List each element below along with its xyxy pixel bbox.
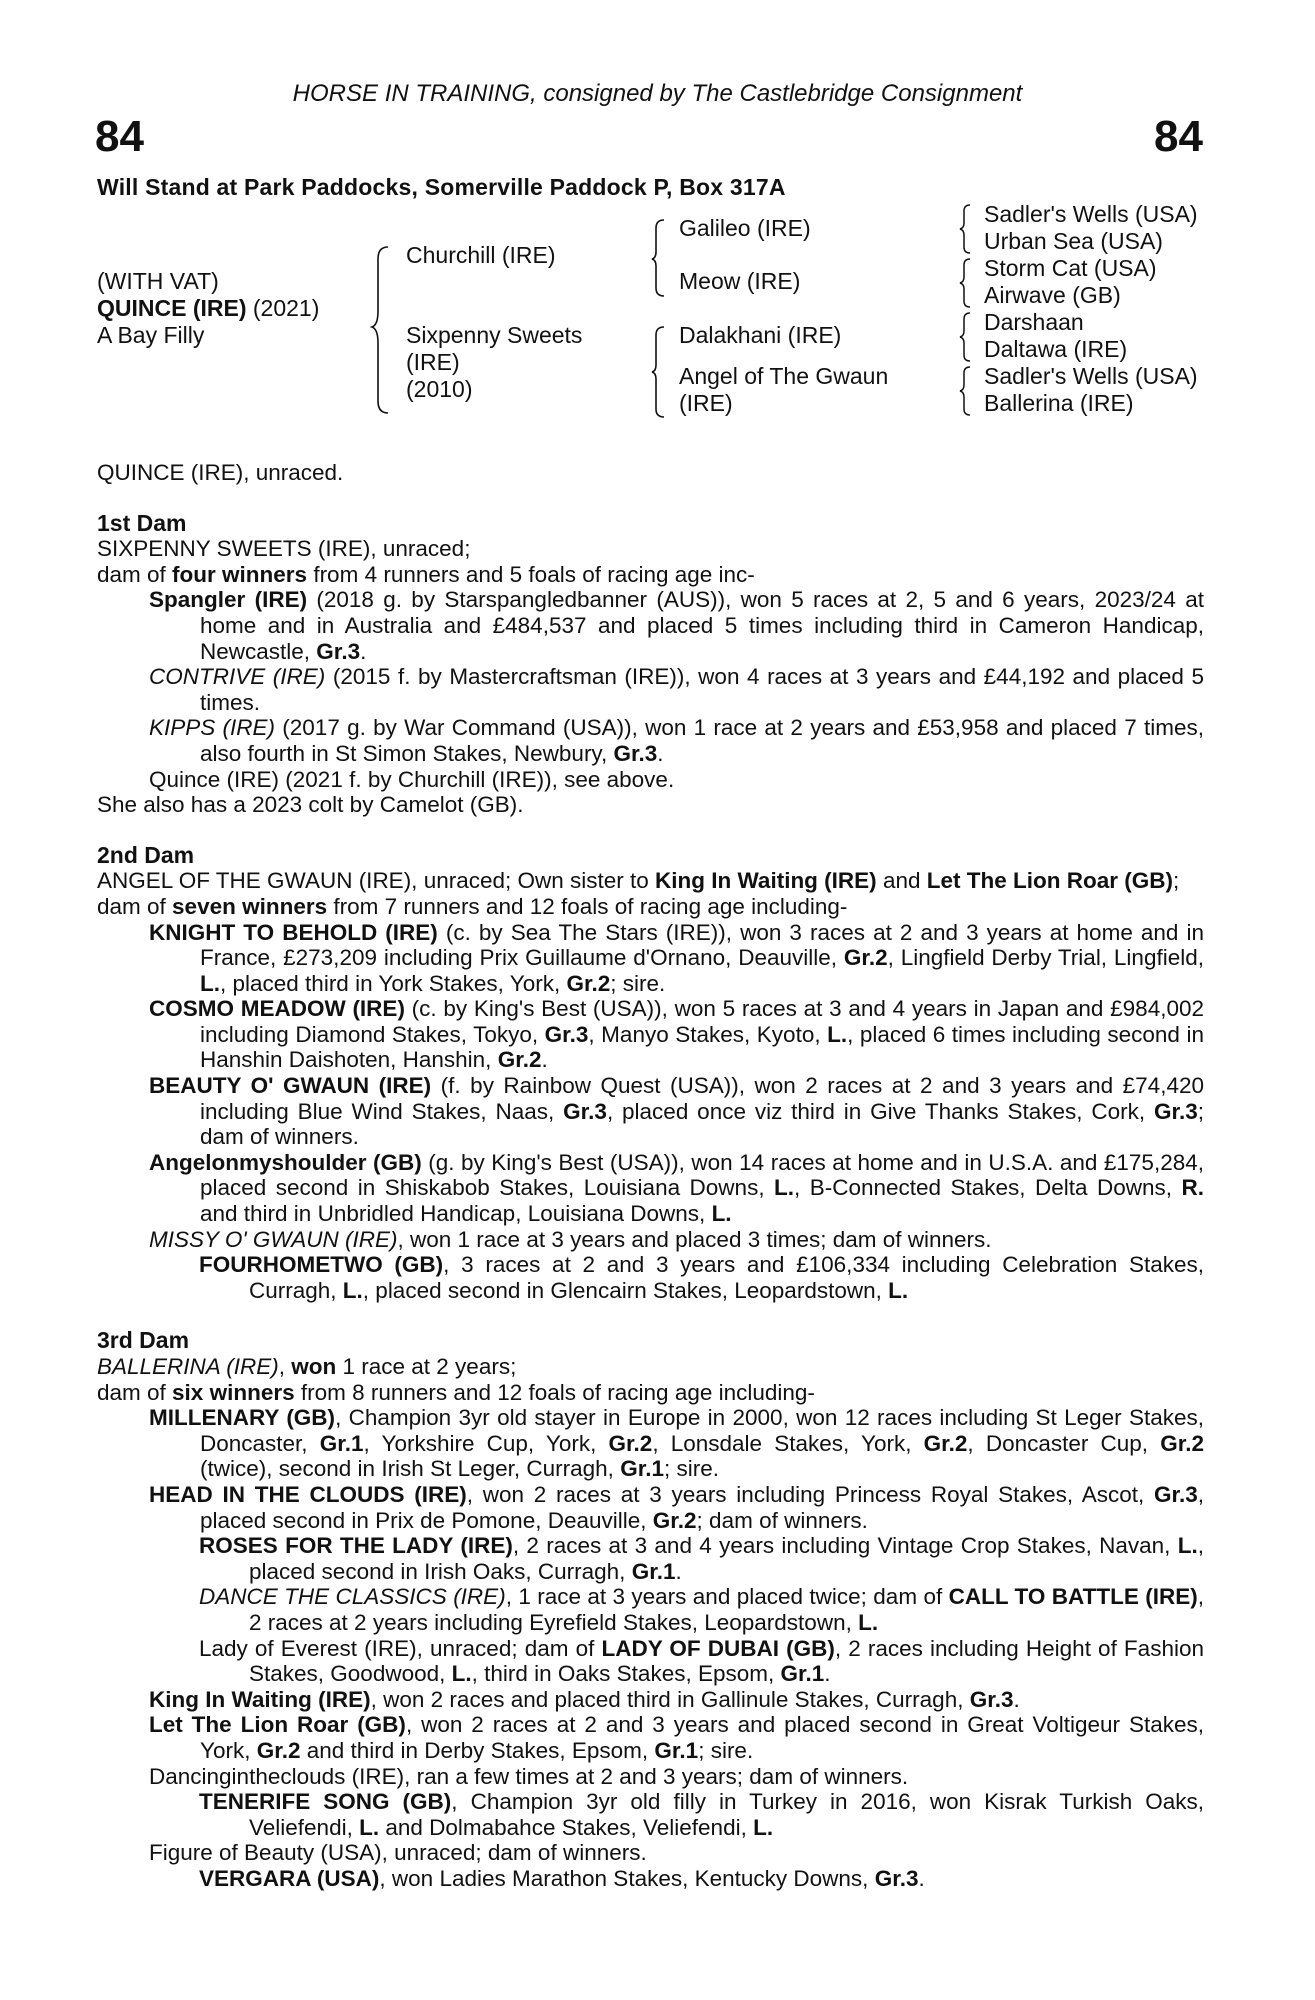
dam3-line2	[97, 1380, 1204, 1406]
grade: Gr.1	[654, 1737, 699, 1763]
dam-line1: Sixpenny Sweets	[406, 322, 583, 348]
ggs-1: Sadler's Wells (USA)	[984, 201, 1198, 227]
progeny-missy-o-gwaun	[97, 1227, 1204, 1253]
section-2nd-dam: 2nd Dam	[97, 841, 195, 868]
progeny-quince: Quince (IRE) (2021 f. by Churchill (IRE)), see above.	[149, 766, 675, 792]
grade: Gr.2	[652, 1507, 697, 1533]
brace-sire-parents	[650, 218, 674, 298]
grade: Gr.1	[780, 1661, 825, 1687]
text: (2015 f. by Mastercraftsman (IRE)), won 4 races at 3 years and £44,192 and placed 5 times.	[200, 664, 1204, 715]
ggs-4: Sadler's Wells (USA)	[984, 363, 1198, 389]
text: , Yorkshire Cup, York,	[363, 1430, 609, 1456]
grade: L.	[774, 1175, 795, 1201]
text: , won 2 races at 3 years including Princess Royal Stakes, Ascot,	[466, 1481, 1154, 1507]
grade: R.	[1181, 1175, 1204, 1201]
grade: L.	[451, 1661, 472, 1687]
progeny-king-in-waiting: King In Waiting (IRE), won 2 races and placed third in Gallinule Stakes, Curragh, Gr.3.	[149, 1686, 1020, 1712]
text: from 4 runners and 5 foals of racing age inc-	[307, 561, 755, 587]
text: , Lingfield Derby Trial, Lingfield,	[887, 945, 1204, 971]
text: , placed second in Glencairn Stakes, Leopardstown,	[362, 1277, 889, 1303]
grade: Gr.3	[316, 638, 361, 664]
text: (2018 g. by Starspangledbanner (AUS)), won 5 races at 2, 5 and 6 years, 2023/24 at home and in Australia and £484,537 and placed 5 times including third in Cameron Handicap, Newcastle,	[200, 587, 1204, 664]
progeny-dance-the-classics	[97, 1584, 1204, 1635]
text: , placed third in York Stakes, York,	[220, 970, 567, 996]
horse-name: DANCE THE CLASSICS (IRE)	[199, 1584, 506, 1610]
grade: L.	[359, 1814, 380, 1840]
horse-name: CALL TO BATTLE (IRE)	[948, 1584, 1198, 1610]
progeny-figure-of-beauty: Figure of Beauty (USA), unraced; dam of winners.	[149, 1840, 647, 1866]
grade: L.	[888, 1277, 909, 1303]
progeny-let-the-lion-roar	[97, 1712, 1204, 1763]
horse-name: QUINCE (IRE)	[97, 295, 247, 321]
horse-name: ROSES FOR THE LADY (IRE)	[199, 1533, 513, 1559]
grade: Gr.3	[874, 1865, 919, 1891]
text: (twice), second in Irish St Leger, Curragh,	[200, 1456, 621, 1482]
text: , placed 6 times including second in Hanshin Daishoten, Hanshin,	[200, 1021, 1204, 1073]
text: , Doncaster Cup,	[967, 1430, 1161, 1456]
progeny-tenerife-song	[97, 1789, 1204, 1840]
grade: Gr.1	[319, 1430, 364, 1456]
grade: Gr.3	[563, 1098, 607, 1124]
text: , 2 races including Height of Fashion Stakes, Goodwood,	[249, 1635, 1204, 1687]
progeny-spangler: Spangler (IRE) (2018 g. by Starspangledbanner (AUS)), won 5 races at 2, 5 and 6 years, 2023/24 at home and in Australia and £484,537 and placed 5 times including third in Cameron Handicap, Newcastle, Gr.3.	[149, 587, 1204, 664]
grade: Gr.1	[631, 1558, 676, 1584]
text: and	[876, 868, 927, 894]
text: (g. by King's Best (USA)), won 14 races at home and in U.S.A. and £175,284, placed second in Shiskabob Stakes, Louisiana Downs,	[200, 1149, 1204, 1201]
text: ANGEL OF THE GWAUN (IRE), unraced; Own sister to	[97, 868, 656, 894]
grade: Gr.2	[566, 970, 611, 996]
dam2-line2	[97, 894, 1204, 920]
brace-generation-1	[370, 245, 394, 415]
progeny-lady-of-everest: Lady of Everest (IRE), unraced; dam of LADY OF DUBAI (GB), 2 races including Height of Fashion Stakes, Goodwood, L., third in Oaks Stakes, Epsom, Gr.1.	[199, 1635, 1204, 1687]
horse-name-line	[97, 295, 319, 322]
text: , 2 races at 3 and 4 years including Vintage Crop Stakes, Navan,	[512, 1533, 1178, 1559]
text: , won 2 races and placed third in Gallinule Stakes, Curragh,	[370, 1686, 970, 1712]
text: 1 race at 2 years;	[336, 1354, 517, 1379]
text: , 1 race at 3 years and placed twice; dam of	[505, 1584, 949, 1610]
grade: Gr.3	[1153, 1098, 1198, 1124]
grade: Gr.2	[497, 1047, 542, 1073]
section-3rd-dam: 3rd Dam	[97, 1327, 190, 1354]
grade: L.	[342, 1277, 363, 1303]
progeny-vergara: VERGARA (USA), won Ladies Marathon Stakes, Kentucky Downs, Gr.3.	[199, 1865, 925, 1891]
grade: Gr.3	[544, 1021, 589, 1047]
text: , B-Connected Stakes, Delta Downs,	[794, 1175, 1182, 1201]
grade: L.	[827, 1021, 848, 1047]
sire-sire: Galileo (IRE)	[679, 215, 811, 241]
horse-name: FOURHOMETWO (GB)	[199, 1252, 444, 1278]
brace-g3-3	[958, 311, 982, 363]
text: dam of	[97, 561, 173, 587]
dam-sire: Dalakhani (IRE)	[679, 322, 842, 348]
dam1-also: She also has a 2023 colt by Camelot (GB).	[97, 792, 524, 818]
grade: L.	[753, 1814, 774, 1840]
brace-dam-parents	[650, 325, 674, 419]
grade: Gr.1	[620, 1456, 664, 1482]
brace-g3-4	[958, 365, 982, 417]
dam3-line1	[97, 1354, 1204, 1380]
sire-dam: Meow (IRE)	[679, 268, 801, 294]
text: (c. by Sea The Stars (IRE)), won 3 races at 2 and 3 years at home and in France, £273,209 including Prix Guillaume d'Ornano, Deauville,	[200, 919, 1204, 971]
winners-count: four winners	[172, 561, 308, 587]
grade: Gr.2	[256, 1737, 301, 1763]
ggd-2: Airwave (GB)	[984, 282, 1121, 308]
won-label: won	[291, 1354, 337, 1379]
text: dam of	[97, 1379, 173, 1405]
text: ; dam of winners.	[200, 1098, 1204, 1150]
brace-g3-2	[958, 257, 982, 309]
grade: Gr.3	[1153, 1481, 1198, 1507]
text: , 3 races at 2 and 3 years and £106,334 including Celebration Stakes, Curragh,	[249, 1252, 1204, 1303]
horse-name: King In Waiting (IRE)	[655, 868, 877, 894]
horse-name: Let The Lion Roar (GB)	[926, 868, 1173, 894]
horse-name: BEAUTY O' GWAUN (IRE)	[149, 1073, 432, 1099]
foaling-year: (2021)	[252, 295, 320, 321]
text: , placed once viz third in Give Thanks Stakes, Cork,	[606, 1098, 1154, 1124]
grade: L.	[200, 970, 220, 996]
text: (f. by Rainbow Quest (USA)), won 2 races at 2 and 3 years and £74,420 including Blue Wind Stakes, Naas,	[200, 1073, 1204, 1124]
horse-name: Spangler (IRE)	[149, 587, 308, 613]
text: (2017 g. by War Command (USA)), won 1 race at 2 years and £53,958 and placed 7 times, also fourth in St Simon Stakes, Newbury,	[200, 715, 1204, 766]
horse-name: Angelonmyshoulder (GB)	[149, 1149, 422, 1175]
progeny-contrive	[97, 664, 1204, 715]
text: (c. by King's Best (USA)), won 5 races at 3 and 4 years in Japan and £984,002 including Diamond Stakes, Tokyo,	[200, 996, 1205, 1047]
winners-count: seven winners	[172, 893, 328, 919]
text: , third in Oaks Stakes, Epsom,	[471, 1661, 781, 1687]
text: from 7 runners and 12 foals of racing age including-	[327, 893, 848, 919]
horse-name: COSMO MEADOW (IRE)	[149, 996, 405, 1022]
dam-line3: (2010)	[406, 376, 473, 402]
horse-name: VERGARA (USA)	[199, 1865, 380, 1891]
ggs-2: Storm Cat (USA)	[984, 255, 1157, 281]
text: , won Ladies Marathon Stakes, Kentucky Downs,	[379, 1865, 875, 1891]
dam1-line2	[97, 562, 1204, 588]
horse-name: CONTRIVE (IRE)	[149, 664, 326, 690]
grade: Gr.2	[923, 1430, 968, 1456]
text: , won 1 race at 3 years and placed 3 times; dam of winners.	[397, 1226, 992, 1252]
text: and Dolmabahce Stakes, Veliefendi,	[379, 1814, 754, 1840]
text: , placed second in Prix de Pomone, Deauville,	[200, 1481, 1205, 1533]
ggd-4: Ballerina (IRE)	[984, 390, 1134, 416]
progeny-fourhometwo	[97, 1252, 1204, 1303]
horse-name: KIPPS (IRE)	[149, 715, 276, 741]
section-1st-dam: 1st Dam	[97, 509, 187, 536]
text: and third in Unbridled Handicap, Louisiana Downs,	[200, 1201, 712, 1227]
horse-name: LADY OF DUBAI (GB)	[601, 1635, 835, 1661]
horse-name: MILLENARY (GB)	[149, 1405, 336, 1431]
text: ,	[278, 1354, 292, 1379]
dam-line2: (IRE)	[406, 349, 460, 375]
progeny-kipps: KIPPS (IRE) (2017 g. by War Command (USA)), won 1 race at 2 years and £53,958 and placed 7 times, also fourth in St Simon Stakes, Newbury, Gr.3.	[149, 715, 1204, 766]
progeny-knight-to-behold	[97, 920, 1204, 997]
horse-name: TENERIFE SONG (GB)	[199, 1789, 452, 1815]
horse-name: Let The Lion Roar (GB)	[149, 1712, 406, 1738]
catalogue-body	[97, 460, 1204, 1891]
progeny-angelonmyshoulder	[97, 1150, 1204, 1227]
progeny-dancingintheclouds: Dancingintheclouds (IRE), ran a few times at 2 and 3 years; dam of winners.	[149, 1763, 909, 1789]
progeny-beauty-o-gwaun	[97, 1073, 1204, 1150]
grade: Gr.3	[613, 740, 658, 766]
grade: L.	[711, 1201, 732, 1227]
dam-dam-line1: Angel of The Gwaun	[679, 363, 889, 389]
lot-number-left: 84	[95, 112, 144, 161]
text: , Champion 3yr old filly in Turkey in 2016, won Kisrak Turkish Oaks, Veliefendi,	[249, 1789, 1204, 1840]
brace-g3-1	[958, 203, 982, 255]
text: dam of	[97, 893, 173, 919]
grade: Gr.2	[608, 1430, 653, 1456]
horse-description: A Bay Filly	[97, 322, 205, 348]
text: , Lonsdale Stakes, York,	[652, 1430, 924, 1456]
horse-name: King In Waiting (IRE)	[149, 1686, 371, 1712]
text: Lady of Everest (IRE), unraced; dam of	[199, 1635, 602, 1661]
grade: L.	[1177, 1533, 1198, 1559]
text: and third in Derby Stakes, Epsom,	[300, 1737, 655, 1763]
progeny-cosmo-meadow: COSMO MEADOW (IRE) (c. by King's Best (USA)), won 5 races at 3 and 4 years in Japan and £984,002 including Diamond Stakes, Tokyo, Gr.3, Manyo Stakes, Kyoto, L., placed 6 times including second in Hanshin Daishoten, Hanshin, Gr.2.	[149, 996, 1205, 1073]
text: , won 2 races at 2 and 3 years and placed second in Great Voltigeur Stakes, York,	[200, 1712, 1204, 1763]
progeny-head-in-the-clouds	[97, 1482, 1204, 1533]
text: ; sire.	[610, 970, 666, 996]
catalogue-header: HORSE IN TRAINING, consigned by The Castlebridge Consignment	[292, 80, 1023, 107]
dam-dam-line2: (IRE)	[679, 390, 733, 416]
horse-name: KNIGHT TO BEHOLD (IRE)	[149, 919, 438, 945]
ggd-1: Urban Sea (USA)	[984, 228, 1163, 254]
race-record: QUINCE (IRE), unraced.	[97, 460, 344, 485]
sire: Churchill (IRE)	[406, 242, 556, 268]
winners-count: six winners	[172, 1379, 295, 1405]
ggs-3: Darshaan	[984, 309, 1084, 335]
ggd-3: Daltawa (IRE)	[984, 336, 1128, 362]
text: , 2 races at 2 years including Eyrefield Stakes, Leopardstown,	[249, 1584, 1204, 1635]
horse-name: BALLERINA (IRE)	[97, 1354, 279, 1379]
text: ; sire.	[698, 1737, 754, 1763]
text: , Manyo Stakes, Kyoto,	[588, 1021, 828, 1047]
stand-location: Will Stand at Park Paddocks, Somerville Paddock P, Box 317A	[97, 174, 786, 200]
grade: L.	[858, 1609, 879, 1635]
grade: Gr.3	[969, 1686, 1014, 1712]
horse-name: HEAD IN THE CLOUDS (IRE)	[149, 1481, 467, 1507]
grade: Gr.2	[843, 945, 888, 971]
text: ; sire.	[663, 1456, 719, 1482]
text: , placed second in Irish Oaks, Curragh,	[249, 1533, 1205, 1584]
horse-name: MISSY O' GWAUN (IRE)	[149, 1226, 398, 1252]
dam2-line1: ANGEL OF THE GWAUN (IRE), unraced; Own sister to King In Waiting (IRE) and Let The Lion Roar (GB);	[97, 868, 1180, 894]
lot-number-right: 84	[1154, 112, 1203, 161]
grade: Gr.2	[1160, 1430, 1204, 1456]
dam1-line1: SIXPENNY SWEETS (IRE), unraced;	[97, 536, 471, 562]
vat-note: (WITH VAT)	[97, 268, 219, 294]
text: from 8 runners and 12 foals of racing age including-	[294, 1379, 815, 1405]
progeny-millenary	[97, 1405, 1204, 1482]
progeny-roses-for-the-lady: ROSES FOR THE LADY (IRE), 2 races at 3 and 4 years including Vintage Crop Stakes, Navan, L., placed second in Irish Oaks, Curragh, Gr.1.	[199, 1533, 1205, 1584]
text: , Champion 3yr old stayer in Europe in 2000, won 12 races including St Leger Stakes, Doncaster,	[200, 1405, 1204, 1456]
text: ; dam of winners.	[696, 1507, 868, 1533]
